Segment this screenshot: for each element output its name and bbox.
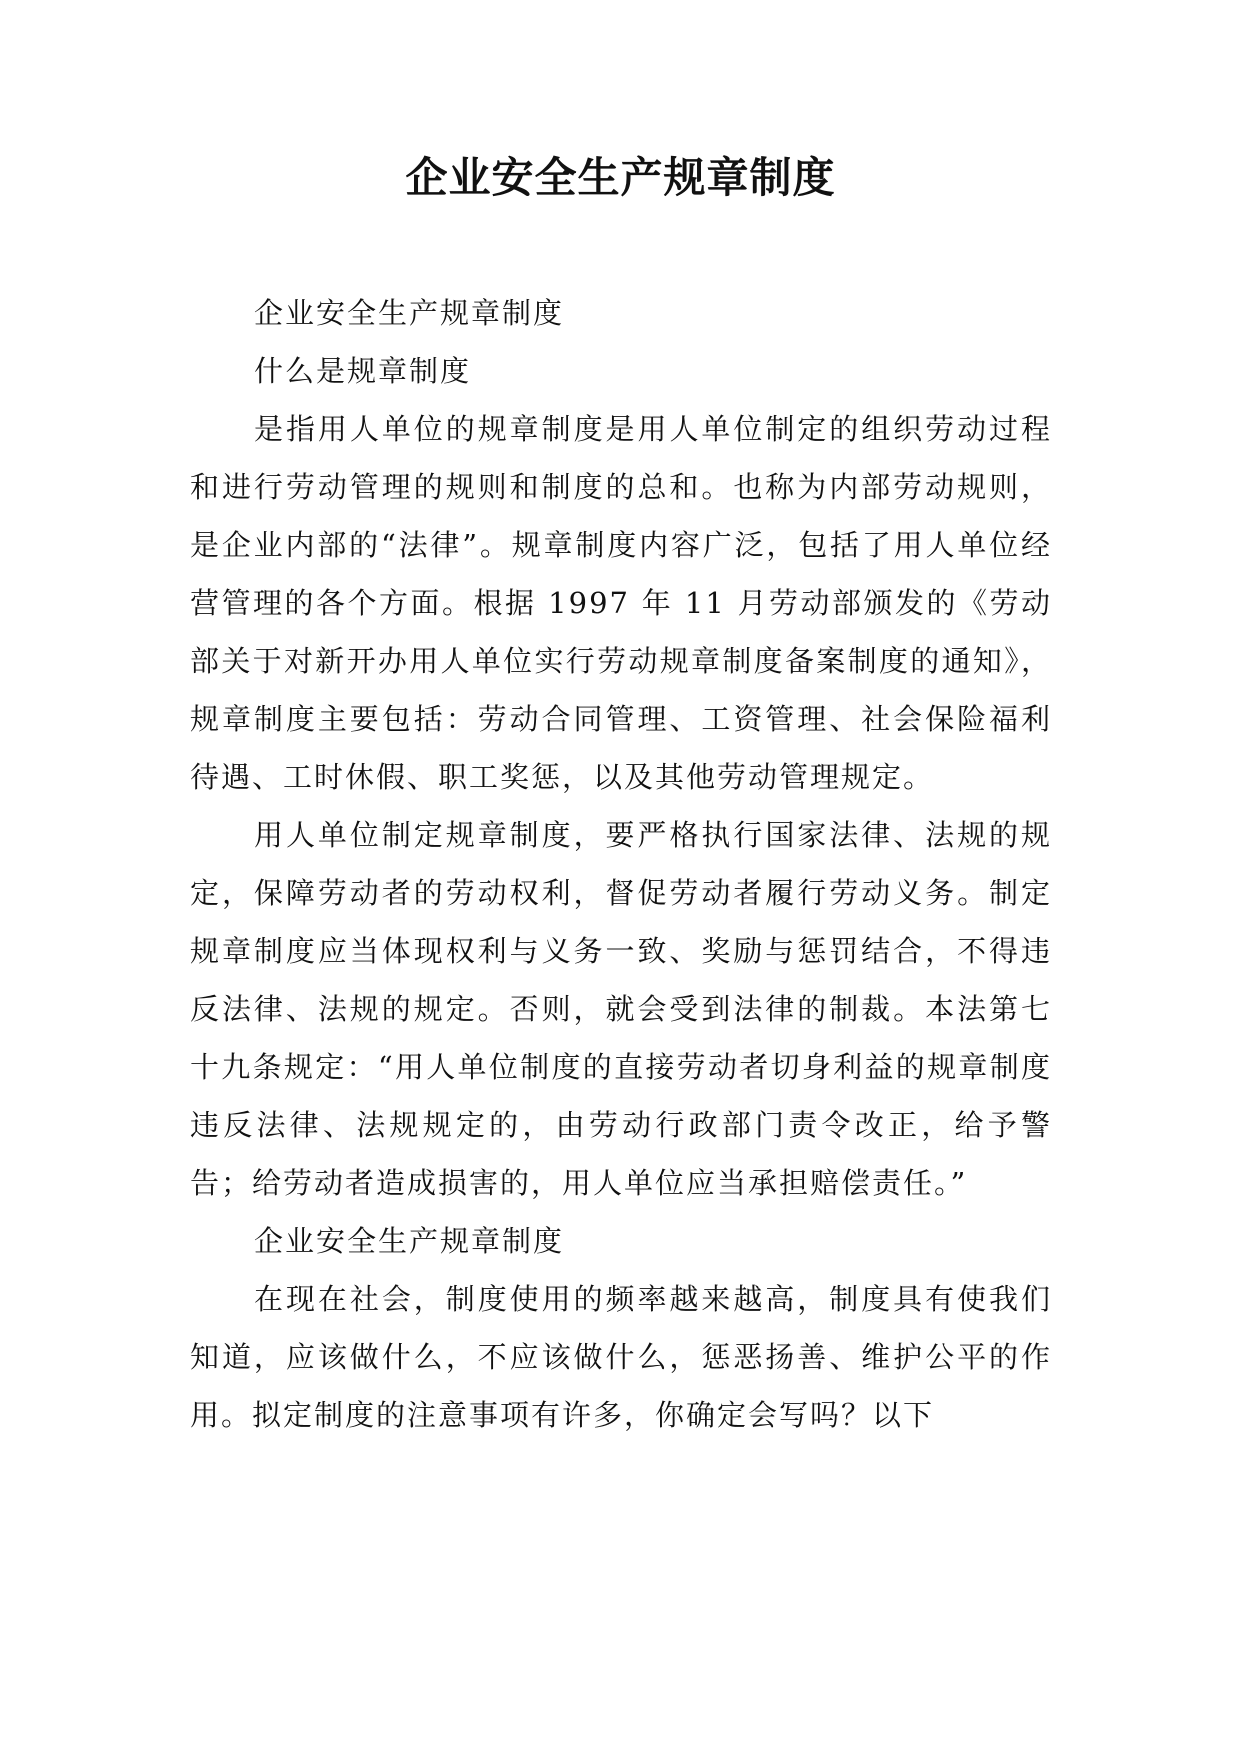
section-heading: 企业安全生产规章制度 (254, 296, 565, 330)
section-heading: 企业安全生产规章制度 (254, 1224, 565, 1258)
document-body (190, 284, 1052, 1444)
body-paragraph: 用人单位制定规章制度，要严格执行国家法律、法规的规定，保障劳动者的劳动权利，督促劳动者履行劳动义务。制定规章制度应当体现权利与义务一致、奖励与惩罚结合，不得违反法律、法规的规定。否则，就会受到法律的制裁。本法第七十九条规定：“用人单位制度的直接劳动者切身利益的规章制度违反法律、法规规定的，由劳动行政部门责令改正，给予警告；给劳动者造成损害的，用人单位应当承担赔偿责任。” (190, 818, 1052, 1200)
body-paragraph: 是指用人单位的规章制度是用人单位制定的组织劳动过程和进行劳动管理的规则和制度的总和。也称为内部劳动规则，是企业内部的“法律”。规章制度内容广泛，包括了用人单位经营管理的各个方面。根据 1997 年 11 月劳动部颁发的《劳动部关于对新开办用人单位实行劳动规章制度备案制度的通知》，规章制度主要包括：劳动合同管理、工资管理、社会保险福利待遇、工时休假、职工奖惩，以及其他劳动管理规定。 (190, 412, 1052, 794)
body-paragraph: 在现在社会，制度使用的频率越来越高，制度具有使我们知道，应该做什么，不应该做什么，惩恶扬善、维护公平的作用。拟定制度的注意事项有许多，你确定会写吗？以下 (190, 1282, 1052, 1432)
document-title: 企业安全生产规章制度 (405, 153, 836, 202)
subheading: 什么是规章制度 (254, 354, 472, 388)
